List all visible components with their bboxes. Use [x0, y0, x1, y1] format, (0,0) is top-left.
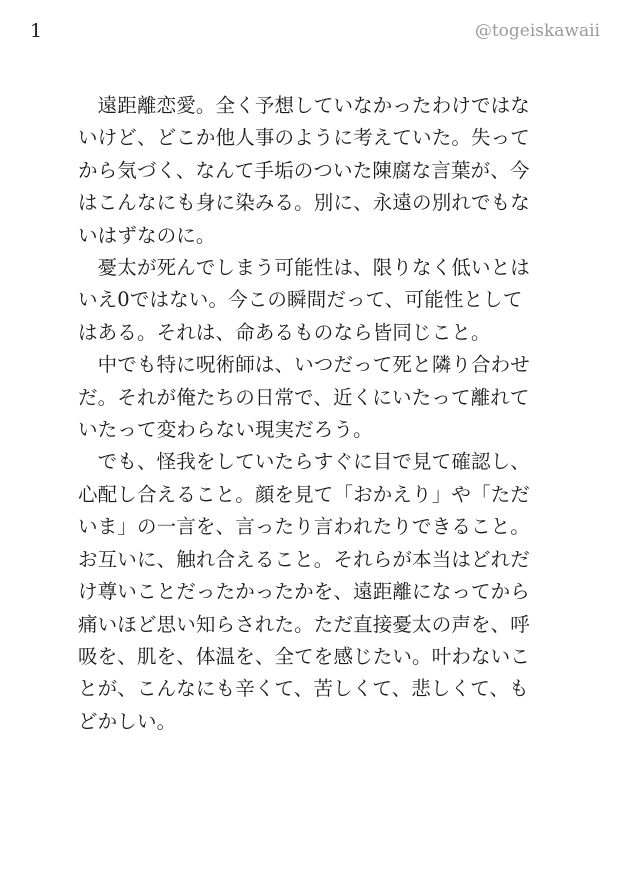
text-line: いえ0ではない。今この瞬間だって、可能性として: [78, 288, 523, 312]
body-text: [78, 90, 558, 738]
text-line: 遠距離恋愛。全く予想していなかったわけではな: [78, 94, 530, 117]
text-line: から気づく、なんて手垢のついた陳腐な言葉が、今: [78, 158, 530, 182]
text-line: お互いに、触れ合えること。それらが本当はどれだ: [78, 547, 530, 571]
text-line: いけど、どこか他人事のように考えていた。失って: [78, 126, 530, 150]
text-line: 痛いほど思い知らされた。ただ直接憂太の声を、呼: [78, 612, 530, 636]
text-line: 心配し合えること。顔を見て「おかえり」や「ただ: [78, 482, 530, 506]
text-line: 憂太が死んでしまう可能性は、限りなく低いとは: [78, 256, 530, 280]
text-line: いたって変わらない現実だろう。: [78, 418, 373, 442]
author-handle: @togeiskawaii: [474, 21, 600, 41]
text-line: でも、怪我をしていたらすぐに目で見て確認し、: [78, 450, 530, 474]
text-line: 中でも特に呪術師は、いつだって死と隣り合わせ: [78, 353, 530, 377]
text-line: け尊いことだったかったかを、遠距離になってから: [78, 580, 530, 604]
text-line: はある。それは、命あるものなら皆同じこと。: [78, 320, 491, 344]
text-line: いはずなのに。: [78, 223, 216, 247]
text-line: いま」の一言を、言ったり言われたりできること。: [78, 515, 530, 539]
text-line: とが、こんなにも辛くて、苦しくて、悲しくて、も: [78, 677, 529, 701]
text-line: はこんなにも身に染みる。別に、永遠の別れでもな: [78, 191, 530, 215]
text-line: 吸を、肌を、体温を、全てを感じたい。叶わないこ: [78, 644, 530, 668]
text-line: どかしい。: [78, 709, 177, 733]
page-number: 1: [30, 20, 43, 42]
text-line: だ。それが俺たちの日常で、近くにいたって離れて: [78, 385, 530, 409]
